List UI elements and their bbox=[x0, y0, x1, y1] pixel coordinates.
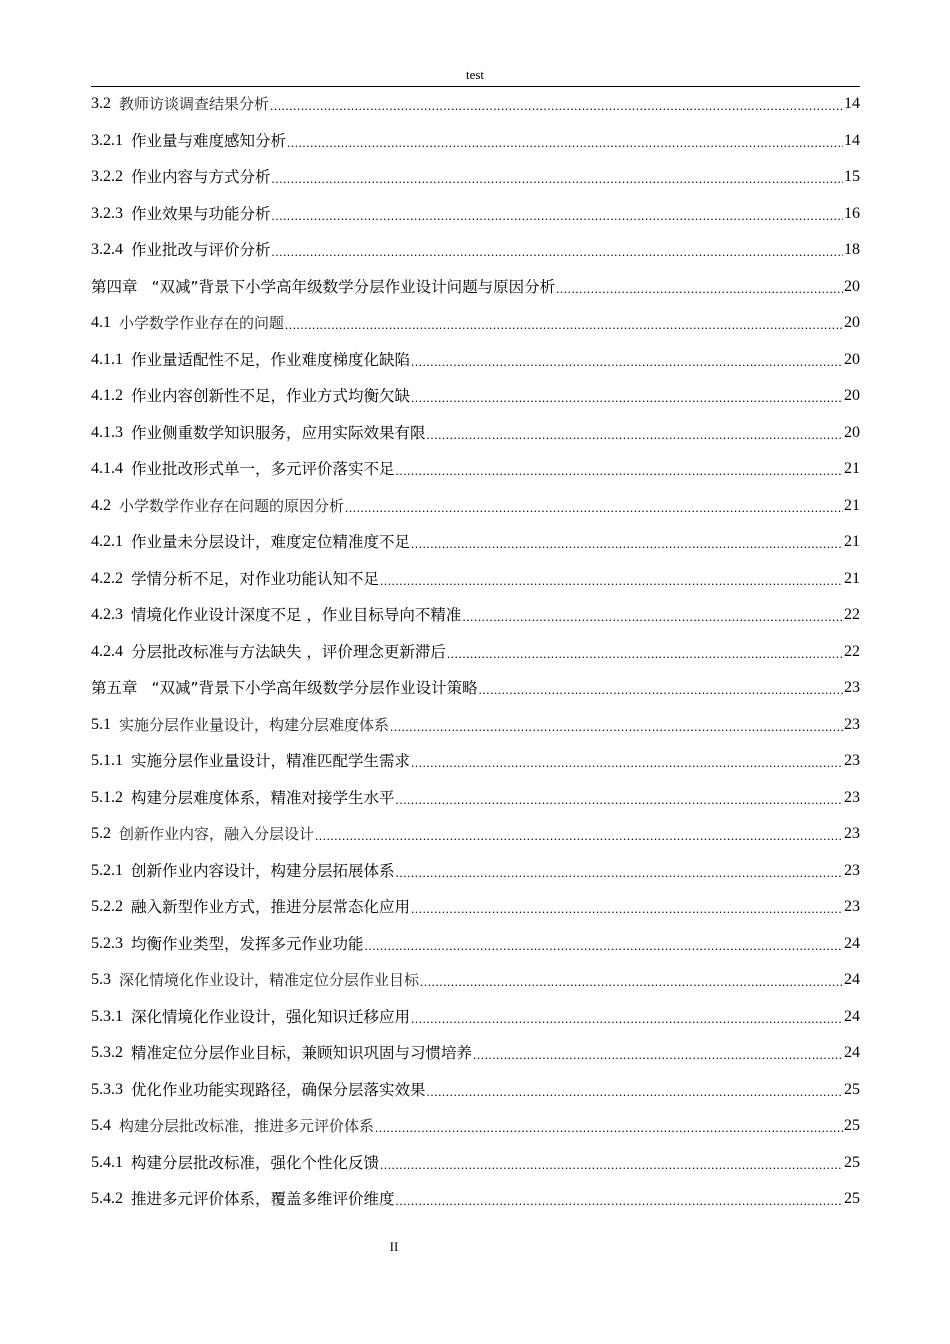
toc-dot-leader bbox=[411, 534, 843, 554]
toc-dot-leader bbox=[447, 644, 843, 664]
toc-entry-number: 5.2.3 bbox=[91, 934, 123, 952]
toc-dot-leader bbox=[365, 936, 843, 956]
toc-entry-page: 23 bbox=[844, 861, 860, 879]
toc-entry-title: 学情分析不足，对作业功能认知不足 bbox=[131, 569, 380, 588]
toc-entry-title: 小学数学作业存在问题的原因分析 bbox=[119, 496, 345, 515]
toc-entry-page: 20 bbox=[844, 423, 860, 441]
toc-entry-title: 构建分层批改标准，强化个性化反馈 bbox=[131, 1153, 380, 1172]
toc-entry-title: 优化作业功能实现路径，确保分层落实效果 bbox=[131, 1080, 426, 1099]
toc-entry-page: 23 bbox=[844, 752, 860, 770]
toc-dot-leader bbox=[420, 972, 843, 992]
toc-entry-number: 5.4.2 bbox=[91, 1190, 123, 1208]
toc-entry-number: 4.2.4 bbox=[91, 642, 123, 660]
toc-entry-number: 5.1.2 bbox=[91, 788, 123, 806]
toc-dot-leader bbox=[473, 1045, 843, 1065]
toc-entry-number: 3.2 bbox=[91, 95, 111, 113]
toc-entry-title: 融入新型作业方式，推进分层常态化应用 bbox=[131, 898, 411, 917]
toc-entry-title: 作业量未分层设计，难度定位精准度不足 bbox=[131, 533, 411, 552]
toc-entry[interactable] bbox=[91, 86, 860, 123]
toc-dot-leader bbox=[380, 1155, 843, 1175]
toc-dot-leader bbox=[285, 315, 843, 335]
toc-entry[interactable] bbox=[91, 1072, 860, 1109]
table-of-contents bbox=[91, 86, 860, 1218]
toc-dot-leader bbox=[411, 388, 843, 408]
toc-entry-number: 4.1.3 bbox=[91, 423, 123, 441]
toc-entry-page: 24 bbox=[844, 1044, 860, 1062]
toc-entry[interactable] bbox=[91, 962, 860, 999]
toc-entry-page: 23 bbox=[844, 679, 860, 697]
toc-entry-title: 作业批改形式单一，多元评价落实不足 bbox=[131, 460, 395, 479]
toc-entry-title: 作业侧重数学知识服务，应用实际效果有限 bbox=[131, 423, 426, 442]
toc-entry-page: 25 bbox=[844, 1080, 860, 1098]
toc-dot-leader bbox=[462, 607, 843, 627]
toc-dot-leader bbox=[270, 96, 843, 116]
toc-dot-leader bbox=[427, 1082, 843, 1102]
toc-entry-page: 14 bbox=[844, 95, 860, 113]
toc-entry-number: 4.1.2 bbox=[91, 387, 123, 405]
toc-entry-number: 5.3.2 bbox=[91, 1044, 123, 1062]
toc-entry[interactable] bbox=[91, 1181, 860, 1218]
toc-entry[interactable] bbox=[91, 524, 860, 561]
toc-entry[interactable] bbox=[91, 707, 860, 744]
toc-entry-title: 作业效果与功能分析 bbox=[131, 204, 271, 223]
toc-entry-number: 3.2.3 bbox=[91, 204, 123, 222]
toc-entry[interactable] bbox=[91, 889, 860, 926]
toc-entry-title: 教师访谈调查结果分析 bbox=[119, 95, 270, 114]
toc-entry[interactable] bbox=[91, 451, 860, 488]
toc-entry[interactable] bbox=[91, 342, 860, 379]
toc-entry-page: 25 bbox=[844, 1153, 860, 1171]
toc-entry-title: “双减”背景下小学高年级数学分层作业设计问题与原因分析 bbox=[151, 277, 556, 296]
toc-entry-title: 精准定位分层作业目标，兼顾知识巩固与习惯培养 bbox=[131, 1044, 473, 1063]
toc-entry-page: 24 bbox=[844, 1007, 860, 1025]
toc-entry-title: 作业量与难度感知分析 bbox=[131, 131, 287, 150]
toc-entry-number: 5.3.3 bbox=[91, 1080, 123, 1098]
toc-entry[interactable] bbox=[91, 816, 860, 853]
toc-dot-leader bbox=[375, 1118, 843, 1138]
toc-entry-page: 20 bbox=[844, 350, 860, 368]
toc-entry-number: 5.2.2 bbox=[91, 898, 123, 916]
toc-entry[interactable] bbox=[91, 853, 860, 890]
toc-entry-title: 创新作业内容，融入分层设计 bbox=[119, 825, 315, 844]
toc-entry[interactable] bbox=[91, 378, 860, 415]
toc-entry-number: 5.3.1 bbox=[91, 1007, 123, 1025]
toc-entry[interactable] bbox=[91, 232, 860, 269]
toc-entry-title: 创新作业内容设计，构建分层拓展体系 bbox=[131, 861, 395, 880]
toc-entry-page: 20 bbox=[844, 277, 860, 295]
toc-entry[interactable] bbox=[91, 1108, 860, 1145]
toc-entry[interactable] bbox=[91, 415, 860, 452]
toc-entry-number: 3.2.2 bbox=[91, 168, 123, 186]
toc-entry[interactable] bbox=[91, 488, 860, 525]
page-number: II bbox=[389, 1239, 399, 1254]
toc-entry-number: 4.2.2 bbox=[91, 569, 123, 587]
toc-entry-page: 18 bbox=[844, 241, 860, 259]
toc-entry-number: 4.2.1 bbox=[91, 533, 123, 551]
toc-entry-page: 22 bbox=[844, 606, 860, 624]
toc-entry-number: 5.2.1 bbox=[91, 861, 123, 879]
toc-entry[interactable] bbox=[91, 305, 860, 342]
toc-dot-leader bbox=[396, 790, 843, 810]
toc-entry-number: 5.1.1 bbox=[91, 752, 123, 770]
toc-entry-title: 作业量适配性不足，作业难度梯度化缺陷 bbox=[131, 350, 411, 369]
toc-dot-leader bbox=[556, 279, 843, 299]
toc-entry-page: 25 bbox=[844, 1190, 860, 1208]
toc-entry[interactable] bbox=[91, 159, 860, 196]
toc-entry-page: 20 bbox=[844, 387, 860, 405]
toc-entry-number: 3.2.1 bbox=[91, 131, 123, 149]
toc-entry-title: 深化情境化作业设计，强化知识迁移应用 bbox=[131, 1007, 411, 1026]
toc-entry-page: 25 bbox=[844, 1117, 860, 1135]
toc-entry-number: 4.1 bbox=[91, 314, 111, 332]
toc-entry-title: 推进多元评价体系，覆盖多维评价维度 bbox=[131, 1190, 395, 1209]
toc-entry-number: 5.3 bbox=[91, 971, 111, 989]
toc-entry-page: 24 bbox=[844, 971, 860, 989]
toc-entry[interactable] bbox=[91, 123, 860, 160]
toc-dot-leader bbox=[315, 826, 843, 846]
page-header: test bbox=[465, 67, 485, 82]
toc-entry-number: 5.1 bbox=[91, 715, 111, 733]
toc-entry-page: 22 bbox=[844, 642, 860, 660]
toc-entry[interactable] bbox=[91, 269, 860, 306]
toc-entry[interactable] bbox=[91, 597, 860, 634]
toc-entry-number: 5.2 bbox=[91, 825, 111, 843]
toc-entry-page: 20 bbox=[844, 314, 860, 332]
toc-dot-leader bbox=[287, 133, 843, 153]
toc-entry-page: 16 bbox=[844, 204, 860, 222]
toc-entry-title: 构建分层批改标准，推进多元评价体系 bbox=[119, 1117, 375, 1136]
toc-entry-title: 实施分层作业量设计，精准匹配学生需求 bbox=[131, 752, 411, 771]
toc-entry-title: 实施分层作业量设计，构建分层难度体系 bbox=[119, 715, 390, 734]
toc-entry-number: 4.1.4 bbox=[91, 460, 123, 478]
toc-entry[interactable] bbox=[91, 670, 860, 707]
toc-dot-leader bbox=[396, 863, 843, 883]
toc-dot-leader bbox=[396, 461, 843, 481]
toc-entry[interactable] bbox=[91, 780, 860, 817]
toc-entry-title: 构建分层难度体系，精准对接学生水平 bbox=[131, 788, 395, 807]
toc-dot-leader bbox=[390, 717, 843, 737]
toc-entry-page: 21 bbox=[844, 533, 860, 551]
toc-entry-page: 21 bbox=[844, 460, 860, 478]
toc-dot-leader bbox=[411, 1009, 843, 1029]
toc-entry[interactable] bbox=[91, 1035, 860, 1072]
toc-entry-number: 4.2 bbox=[91, 496, 111, 514]
toc-entry-page: 15 bbox=[844, 168, 860, 186]
toc-entry-number: 3.2.4 bbox=[91, 241, 123, 259]
toc-entry-title: 作业批改与评价分析 bbox=[131, 241, 271, 260]
toc-entry-page: 24 bbox=[844, 934, 860, 952]
toc-dot-leader bbox=[411, 899, 843, 919]
toc-entry-page: 23 bbox=[844, 825, 860, 843]
toc-dot-leader bbox=[479, 680, 843, 700]
toc-entry-title: 分层批改标准与方法缺失 ，评价理念更新滞后 bbox=[131, 642, 446, 661]
toc-entry-title: 作业内容创新性不足，作业方式均衡欠缺 bbox=[131, 387, 411, 406]
toc-dot-leader bbox=[427, 425, 843, 445]
toc-entry-number: 4.1.1 bbox=[91, 350, 123, 368]
toc-entry-number: 4.2.3 bbox=[91, 606, 123, 624]
toc-dot-leader bbox=[380, 571, 843, 591]
toc-entry-title: 均衡作业类型，发挥多元作业功能 bbox=[131, 934, 364, 953]
toc-dot-leader bbox=[272, 242, 843, 262]
toc-entry-title: 小学数学作业存在的问题 bbox=[119, 314, 285, 333]
toc-dot-leader bbox=[411, 352, 843, 372]
toc-entry[interactable] bbox=[91, 743, 860, 780]
toc-entry-page: 21 bbox=[844, 569, 860, 587]
toc-entry-title: 作业内容与方式分析 bbox=[131, 168, 271, 187]
toc-entry-number: 第四章 bbox=[91, 277, 138, 296]
toc-dot-leader bbox=[396, 1191, 843, 1211]
toc-entry-title: “双减”背景下小学高年级数学分层作业设计策略 bbox=[151, 679, 478, 698]
toc-entry[interactable] bbox=[91, 561, 860, 598]
toc-entry[interactable] bbox=[91, 1145, 860, 1182]
toc-entry-page: 23 bbox=[844, 715, 860, 733]
toc-entry-number: 5.4 bbox=[91, 1117, 111, 1135]
toc-entry[interactable] bbox=[91, 926, 860, 963]
toc-entry-title: 深化情境化作业设计，精准定位分层作业目标 bbox=[119, 971, 420, 990]
toc-entry-page: 21 bbox=[844, 496, 860, 514]
toc-entry-number: 第五章 bbox=[91, 679, 138, 698]
toc-dot-leader bbox=[411, 753, 843, 773]
toc-entry[interactable] bbox=[91, 196, 860, 233]
toc-dot-leader bbox=[345, 498, 843, 518]
toc-entry-page: 23 bbox=[844, 788, 860, 806]
toc-entry[interactable] bbox=[91, 999, 860, 1036]
toc-entry-title: 情境化作业设计深度不足 ，作业目标导向不精准 bbox=[131, 606, 462, 625]
toc-entry[interactable] bbox=[91, 634, 860, 671]
toc-entry-page: 14 bbox=[844, 131, 860, 149]
toc-entry-number: 5.4.1 bbox=[91, 1153, 123, 1171]
toc-entry-page: 23 bbox=[844, 898, 860, 916]
toc-dot-leader bbox=[272, 206, 843, 226]
toc-dot-leader bbox=[272, 169, 843, 189]
